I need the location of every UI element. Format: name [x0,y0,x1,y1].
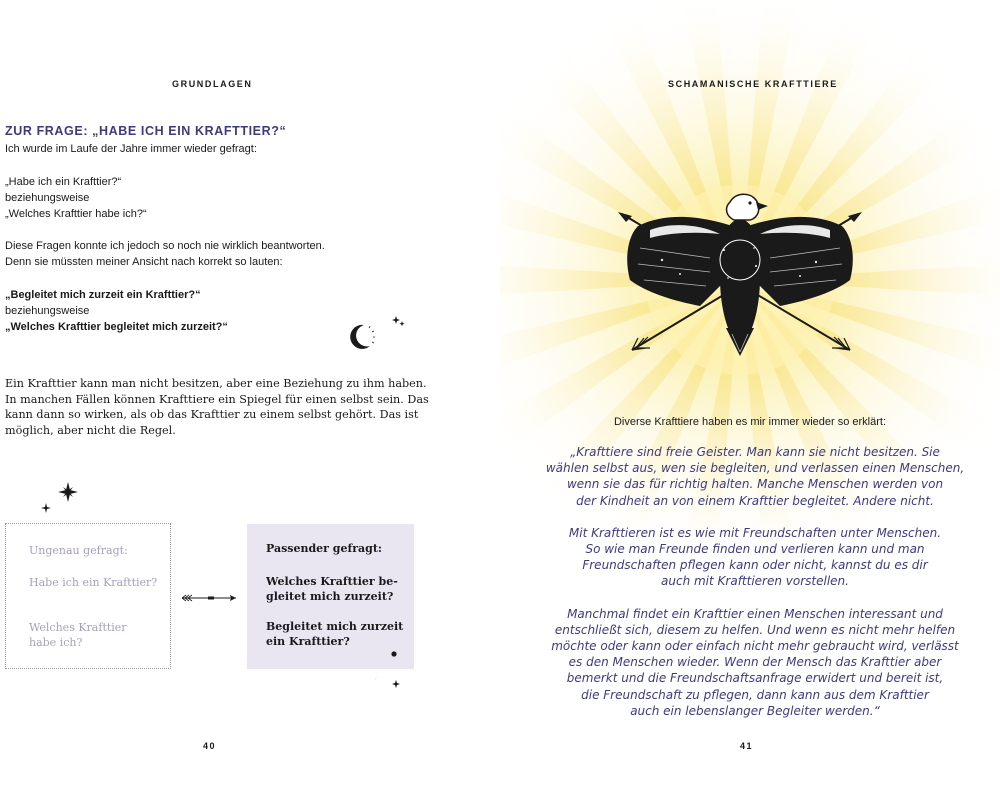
correct-question-2: „Welches Krafttier begleitet mich zurzeit?“ [5,321,228,333]
moon-icon [344,312,410,356]
fitting-question-2b: ein Krafttier? [266,635,350,648]
paragraph-line: kann dann so wirken, als ob das Krafttier zu einem selbst gehört. Das ist [5,408,419,422]
paragraph-line: möglich, aber nicht die Regel. [5,424,176,438]
page-number-right: 41 [740,741,754,751]
star-icon [38,478,82,516]
section-heading: ZUR FRAGE: „HABE ICH EIN KRAFTTIER?“ [5,124,287,138]
eagle-illustration [610,188,870,358]
paragraph-line: Ein Krafttier kann man nicht besitzen, aber eine Beziehung zu ihm haben. [5,377,427,390]
quote-line: „Krafttiere sind freie Geister. Man kann sie nicht besitzen. Sie [570,445,940,459]
moon-icon [350,646,410,692]
body-paragraph [5,376,429,439]
paragraph-gap [525,509,985,525]
fitting-question-1b: gleitet mich zurzeit? [266,590,394,603]
fitting-title: Passender gefragt: [266,542,382,555]
fitting-question-1a: Welches Krafttier be- [266,575,398,588]
quote-line: auch ein lebenslanger Begleiter werden.“ [630,703,880,718]
quote-intro: Diverse Krafttiere haben es mir immer wieder so erklärt: [613,416,887,428]
imprecise-question-box [5,523,171,669]
imprecise-question-1: Habe ich ein Krafttier? [29,576,158,589]
quote-line: Manchmal findet ein Krafttier einen Menschen interessant und [567,606,943,621]
quote-line: So wie man Freunde finden und verlieren kann und man [585,542,925,557]
intro-line: Ich wurde im Laufe der Jahre immer wieder gefragt: [5,143,257,155]
paragraph-gap [525,590,985,606]
correct-question-1: „Begleitet mich zurzeit ein Krafttier?“ [5,289,201,301]
animal-quote [525,444,985,719]
running-head-right: SCHAMANISCHE KRAFTTIERE [668,79,838,89]
quote-line: die Freundschaft zu pflegen, dann kann aus dem Krafttier [581,687,929,702]
quote-line: auch mit Krafttieren vorstellen. [661,574,849,589]
quote-line: wählen selbst aus, wen sie begleiten, und verlassen einen Menschen, [545,461,965,476]
running-head-left: GRUNDLAGEN [172,79,253,89]
quote-line: Freundschaften pflegen kann oder nicht, kannst du es dir [582,558,928,573]
question-2: „Welches Krafttier habe ich?“ [5,208,147,220]
explain-line-2: Denn sie müssten meiner Ansicht nach korrekt so lauten: [5,256,283,268]
quote-line: der Kindheit an von einem Krafttier begleitet. Andere nicht. [576,493,934,508]
quote-line: Mit Krafttieren ist es wie mit Freundschaften unter Menschen. [568,525,942,540]
quote-line: möchte oder kann oder einfach nicht mehr gebraucht wird, verlässt [551,639,959,654]
paragraph-line: In manchen Fällen können Krafttiere ein Spiegel für einen selbst sein. Das [5,392,429,406]
quote-line: entschließt sich, diesem zu helfen. Und wenn es nicht mehr helfen [554,622,956,637]
page-number-left: 40 [203,741,217,751]
question-1: „Habe ich ein Krafttier?“ [5,176,122,188]
imprecise-question-2a: Welches Krafttier [29,621,127,634]
connector-1: beziehungsweise [5,192,90,204]
quote-line: bemerkt und die Freundschaftsanfrage erwidert und bereit ist, [566,671,944,686]
fitting-question-2a: Begleitet mich zurzeit [266,620,404,633]
imprecise-question-2b: habe ich? [29,636,83,649]
right-page [500,0,1000,800]
connector-2: beziehungsweise [5,305,90,317]
quote-line: es den Menschen wieder. Wenn der Mensch das Krafttier aber [568,655,942,670]
arrow-icon [180,591,240,605]
explain-line-1: Diese Fragen konnte ich jedoch so noch nie wirklich beantworten. [5,240,325,252]
imprecise-title: Ungenau gefragt: [29,544,128,557]
quote-line: wenn sie das für richtig halten. Manche Menschen werden von [566,477,944,492]
